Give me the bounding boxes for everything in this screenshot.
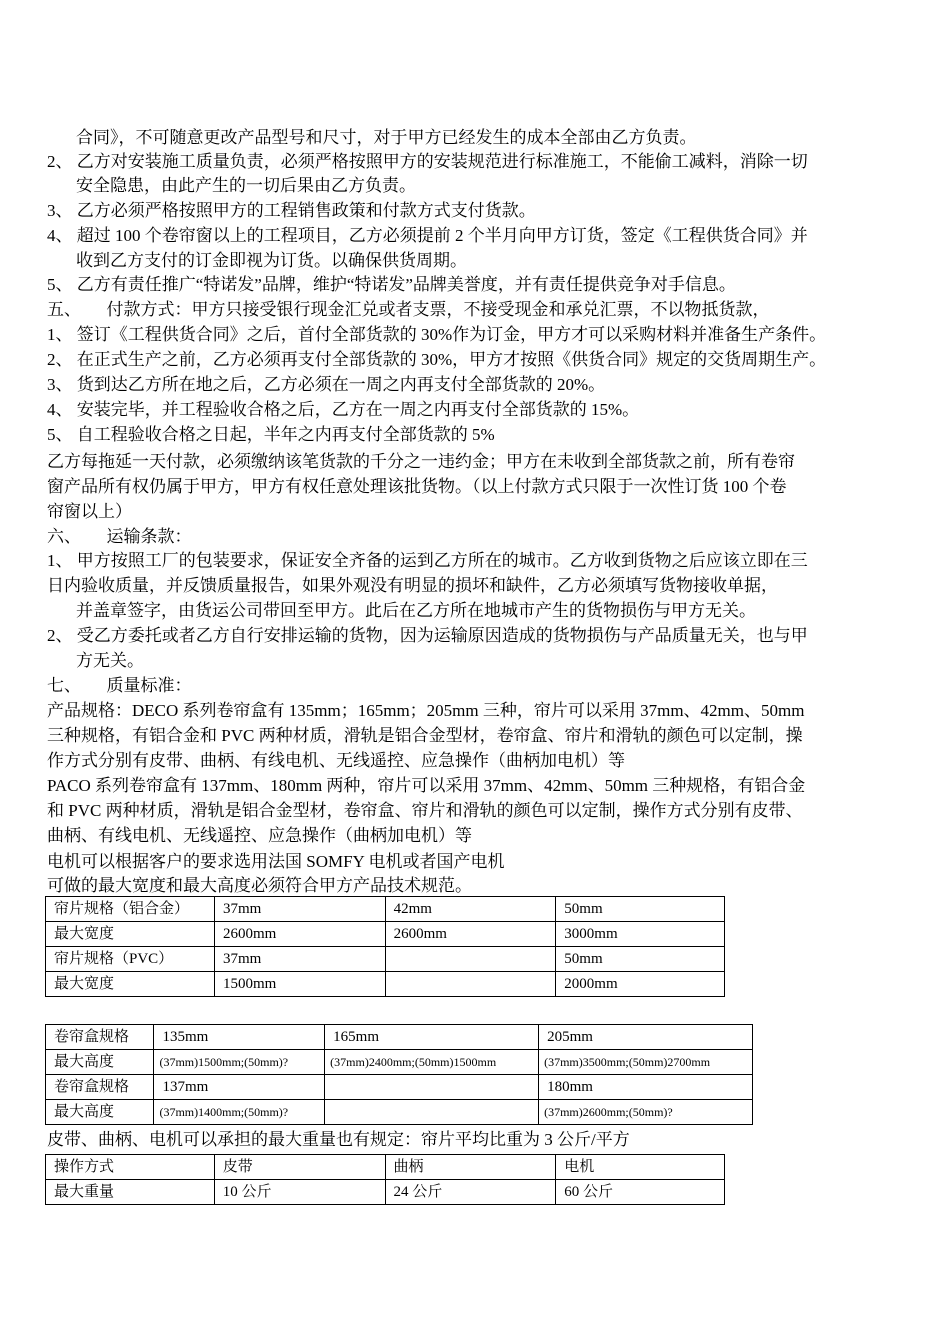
text-line: 收到乙方支付的订金即视为订货。以确保供货周期。 xyxy=(76,251,467,270)
text-line: 5、 自工程验收合格之日起，半年之内再支付全部货款的 5% xyxy=(47,425,495,444)
text-line: 1、 签订《工程供货合同》之后，首付全部货款的 30%作为订金，甲方才可以采购材料并准备生产条件。 xyxy=(47,325,827,344)
table-cell: 皮带 xyxy=(214,1155,385,1180)
text-line: 乙方每拖延一天付款，必须缴纳该笔货款的千分之一违约金；甲方在未收到全部货款之前，所有卷帘 xyxy=(47,452,795,471)
text-line: 并盖章签字，由货运公司带回至甲方。此后在乙方所在地城市产生的货物损伤与甲方无关。 xyxy=(76,601,756,620)
table-row xyxy=(46,1025,753,1050)
table-cell: 最大高度 xyxy=(46,1050,154,1075)
table-row xyxy=(46,1075,753,1100)
table-cell: 2000mm xyxy=(556,972,725,997)
table-row xyxy=(46,972,725,997)
table-cell: 卷帘盒规格 xyxy=(46,1075,154,1100)
table-cell: (37mm)3500mm;(50mm)2700mm xyxy=(539,1050,753,1075)
table-cell xyxy=(325,1075,539,1100)
text-line: 三种规格，有铝合金和 PVC 两种材质，滑轨是铝合金型材，卷帘盒、帘片和滑轨的颜色可以定制，操 xyxy=(47,726,803,745)
text-line: 4、 超过 100 个卷帘窗以上的工程项目，乙方必须提前 2 个半月向甲方订货，签定《工程供货合同》并 xyxy=(47,226,808,245)
text-line: 4、 安装完毕，并工程验收合格之后，乙方在一周之内再支付全部货款的 15%。 xyxy=(47,400,640,419)
max-weight-table xyxy=(45,1154,725,1205)
table-cell: 37mm xyxy=(214,947,385,972)
table-cell: 3000mm xyxy=(556,922,725,947)
text-line: 2、 乙方对安装施工质量负责，必须严格按照甲方的安装规范进行标准施工，不能偷工减料，消除一切 xyxy=(47,152,808,171)
table-row xyxy=(46,922,725,947)
text-line: 2、 在正式生产之前，乙方必须再支付全部货款的 30%，甲方才按照《供货合同》规定的交货周期生产。 xyxy=(47,350,827,369)
table-row xyxy=(46,947,725,972)
text-line: 日内验收质量，并反馈质量报告，如果外观没有明显的损坏和缺件，乙方必须填写货物接收单据， xyxy=(47,576,778,595)
text-line: 2、 受乙方委托或者乙方自行安排运输的货物，因为运输原因造成的货物损伤与产品质量无关，也与甲 xyxy=(47,626,808,645)
box-height-table xyxy=(45,1024,753,1125)
table-cell: 2600mm xyxy=(214,922,385,947)
table-cell: 1500mm xyxy=(214,972,385,997)
text-line: 窗产品所有权仍属于甲方，甲方有权任意处理该批货物。（以上付款方式只限于一次性订货 100 个卷 xyxy=(47,477,787,496)
table-cell xyxy=(325,1100,539,1125)
table-cell: 10 公斤 xyxy=(214,1180,385,1205)
table-row xyxy=(46,1050,753,1075)
text-line: 3、 乙方必须严格按照甲方的工程销售政策和付款方式支付货款。 xyxy=(47,201,536,220)
table-cell: 卷帘盒规格 xyxy=(46,1025,154,1050)
table-cell: 50mm xyxy=(556,897,725,922)
table-row xyxy=(46,1180,725,1205)
table-cell: 205mm xyxy=(539,1025,753,1050)
text-line: 合同》，不可随意更改产品型号和尺寸，对于甲方已经发生的成本全部由乙方负责。 xyxy=(76,128,697,147)
table-cell: 最大宽度 xyxy=(46,972,215,997)
table-cell: 最大高度 xyxy=(46,1100,154,1125)
table-cell: 帘片规格（PVC） xyxy=(46,947,215,972)
table-cell: 操作方式 xyxy=(46,1155,215,1180)
text-line: 帘窗以上） xyxy=(47,502,132,521)
table-cell: (37mm)1500mm;(50mm)? xyxy=(154,1050,325,1075)
text-line: 六、 运输条款： xyxy=(47,527,192,546)
text-line: 电机可以根据客户的要求选用法国 SOMFY 电机或者国产电机 xyxy=(47,852,505,871)
text-line: 作方式分别有皮带、曲柄、有线电机、无线遥控、应急操作（曲柄加电机）等 xyxy=(47,751,625,770)
text-line: 3、 货到达乙方所在地之后，乙方必须在一周之内再支付全部货款的 20%。 xyxy=(47,375,606,394)
table-cell xyxy=(385,947,556,972)
text-line: 安全隐患，由此产生的一切后果由乙方负责。 xyxy=(76,176,416,195)
table-cell: 42mm xyxy=(385,897,556,922)
table-cell: 24 公斤 xyxy=(385,1180,556,1205)
table-cell: 电机 xyxy=(556,1155,725,1180)
table-cell: 2600mm xyxy=(385,922,556,947)
text-line: 曲柄、有线电机、无线遥控、应急操作（曲柄加电机）等 xyxy=(47,826,472,845)
text-line: 七、 质量标准： xyxy=(47,676,192,695)
text-line: PACO 系列卷帘盒有 137mm、180mm 两种，帘片可以采用 37mm、42mm、50mm 三种规格，有铝合金 xyxy=(47,776,806,795)
text-line: 可做的最大宽度和最大高度必须符合甲方产品技术规范。 xyxy=(47,876,472,895)
table-cell: 135mm xyxy=(154,1025,325,1050)
table-cell: 曲柄 xyxy=(385,1155,556,1180)
text-line: 和 PVC 两种材质，滑轨是铝合金型材，卷帘盒、帘片和滑轨的颜色可以定制，操作方式分别有皮带、 xyxy=(47,801,803,820)
table-cell: 最大重量 xyxy=(46,1180,215,1205)
text-line: 产品规格：DECO 系列卷帘盒有 135mm；165mm；205mm 三种，帘片可以采用 37mm、42mm、50mm xyxy=(47,701,805,720)
weight-note: 皮带、曲柄、电机可以承担的最大重量也有规定：帘片平均比重为 3 公斤/平方 xyxy=(47,1130,630,1149)
table-cell: (37mm)2600mm;(50mm)? xyxy=(539,1100,753,1125)
text-line: 1、 甲方按照工厂的包装要求，保证安全齐备的运到乙方所在的城市。乙方收到货物之后应该立即在三 xyxy=(47,551,808,570)
table-row xyxy=(46,1155,725,1180)
table-cell: 37mm xyxy=(214,897,385,922)
table-cell: 50mm xyxy=(556,947,725,972)
table-cell: 165mm xyxy=(325,1025,539,1050)
text-line: 五、 付款方式：甲方只接受银行现金汇兑或者支票，不接受现金和承兑汇票，不以物抵货款， xyxy=(47,300,770,319)
table-row xyxy=(46,897,725,922)
table-cell: 最大宽度 xyxy=(46,922,215,947)
text-line: 5、 乙方有责任推广“特诺发”品牌，维护“特诺发”品牌美誉度，并有责任提供竞争对手信息。 xyxy=(47,275,736,294)
table-cell: 帘片规格（铝合金） xyxy=(46,897,215,922)
table-cell: 137mm xyxy=(154,1075,325,1100)
table-cell: (37mm)2400mm;(50mm)1500mm xyxy=(325,1050,539,1075)
table-cell xyxy=(385,972,556,997)
table-cell: 60 公斤 xyxy=(556,1180,725,1205)
table-cell: (37mm)1400mm;(50mm)? xyxy=(154,1100,325,1125)
table-row xyxy=(46,1100,753,1125)
text-line: 方无关。 xyxy=(76,651,144,670)
table-cell: 180mm xyxy=(539,1075,753,1100)
slat-width-table xyxy=(45,896,725,997)
